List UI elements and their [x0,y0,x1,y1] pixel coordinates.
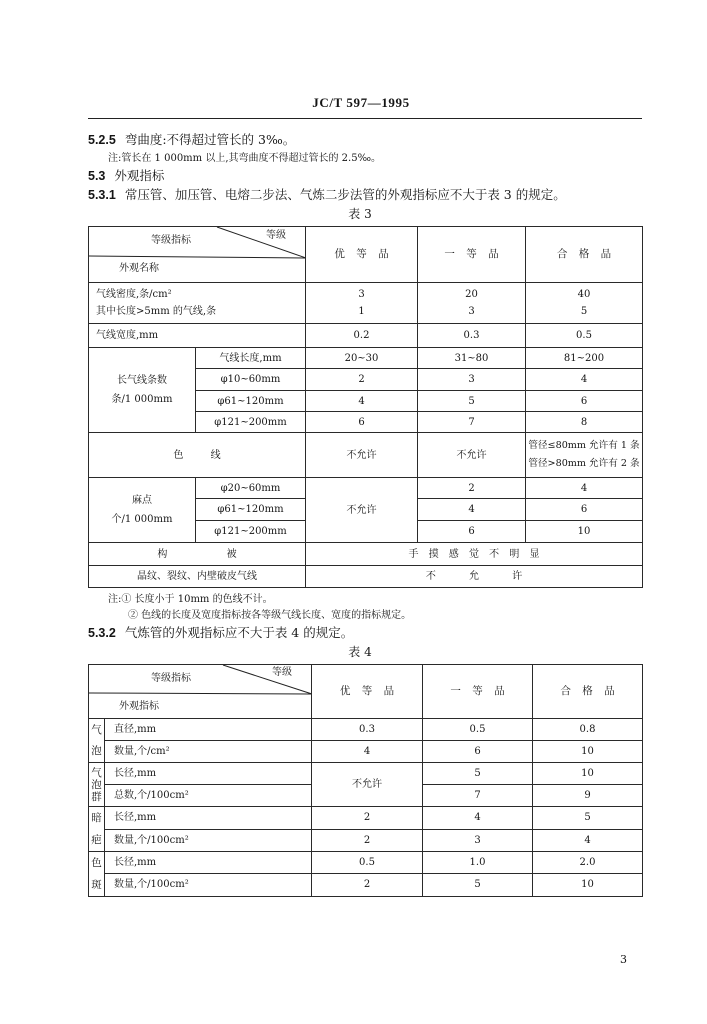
t4-sub-label: 总数,个/100cm² [105,785,312,807]
t3-long-lines-group-label: 长气线条数 [117,375,167,386]
t4-first: 5 [423,873,533,896]
clause-5-3-1 [88,187,566,203]
t3-long-first: 31~80 [418,348,526,369]
t3-header-index-label: 等级指标 [151,235,191,246]
t4-row-bubbles-diameter [89,719,643,741]
t3-row-cracks [89,566,643,588]
t3-density-qualified [526,283,643,324]
t4-premium: 不允许 [312,763,423,807]
t3-row-pits-d20-60 [89,478,643,499]
t4-first: 1.0 [423,852,533,874]
t4-color-spots-group-label: 色斑 [91,857,102,891]
t3-long-premium: 2 [306,369,418,391]
header-rule [88,118,642,119]
t4-row-dark-scars-length [89,807,643,830]
t3-density-sub-label: 其中长度>5mm 的气线,条 [96,306,217,317]
t3-width-premium: 0.2 [306,324,418,348]
table-3-note-2: ② 色线的长度及宽度指标按各等级气线长度、宽度的指标规定。 [128,610,412,621]
t3-long-qualified: 6 [526,391,643,412]
t3-diagonal-header-cell [89,227,306,283]
header-divider-line [89,256,306,258]
t3-row-width [89,324,643,348]
t4-bubble-groups-group-label: 气泡群 [91,766,102,803]
t3-header-qualified: 合 格 品 [526,227,643,283]
t3-density-first [418,283,526,324]
t3-row-long-length [89,348,643,369]
t3-long-lines-group-cell [89,348,196,433]
clause-text: 常压管、加压管、电熔二步法、气炼二步法管的外观指标应不大于表 3 的规定。 [124,187,566,202]
t3-long-first: 3 [418,369,526,391]
t3-width-label: 气线宽度,mm [89,324,306,348]
t4-qualified: 2.0 [533,852,643,874]
t4-sub-label: 数量,个/100cm² [105,873,312,896]
t4-bubbles-group-label: 气泡 [91,723,102,757]
t3-pits-first: 4 [418,499,526,521]
t3-long-qualified: 8 [526,412,643,433]
t4-sub-label: 长径,mm [105,807,312,830]
clause-number: 5.3.2 [88,626,116,640]
t3-density-premium [306,283,418,324]
t4-header-premium: 优 等 品 [312,665,423,719]
t4-qualified: 10 [533,741,643,763]
t3-long-sub-label: φ121~200mm [196,412,306,433]
cell-value: 管径≤80mm 允许有 1 条 [528,440,640,451]
t4-header-row [89,665,643,719]
t3-long-qualified: 4 [526,369,643,391]
t4-diagonal-header-cell [89,665,312,719]
t3-density-label: 气线密度,条/cm² [96,289,172,300]
t4-first: 0.5 [423,719,533,741]
t4-qualified: 10 [533,873,643,896]
t3-long-sub-label: φ61~120mm [196,391,306,412]
t4-diagonal-header [89,665,312,718]
cell-value: 40 [577,289,591,300]
cell-value: 管径>80mm 允许有 2 条 [528,458,640,469]
t3-row-color-line [89,433,643,478]
t4-dark-scars-group-label: 暗疤 [91,812,102,846]
t3-scratch-value: 手 摸 感 觉 不 明 显 [306,543,643,566]
clause-5-3 [88,168,164,184]
t4-premium: 4 [312,741,423,763]
t4-dark-scars-group-cell [89,807,105,852]
t3-long-lines-group-unit: 条/1 000mm [111,394,173,405]
t4-qualified: 5 [533,807,643,830]
t4-header-qualified: 合 格 品 [533,665,643,719]
t4-premium: 2 [312,829,423,852]
t3-color-line-qualified [526,433,643,478]
t3-pits-first: 2 [418,478,526,499]
cell-value: 20 [465,289,478,300]
t3-density-label-cell [89,283,306,324]
t3-color-line-label: 色 线 [89,433,306,478]
table-3-caption: 表 3 [348,207,372,221]
t3-pits-qualified: 10 [526,521,643,543]
t3-header-row [89,227,643,283]
table-4 [88,664,643,897]
t4-bubble-groups-group-cell [89,763,105,807]
t4-header-index-label: 等级指标 [151,673,191,684]
t4-premium: 2 [312,873,423,896]
clause-5-2-5-note: 注:管长在 1 000mm 以上,其弯曲度不得超过管长的 2.5‰。 [108,153,381,164]
t3-pits-sub-label: φ20~60mm [196,478,306,499]
t4-color-spots-group-cell [89,852,105,897]
t4-row-bubbles-count [89,741,643,763]
t3-color-line-premium: 不允许 [306,433,418,478]
t3-color-line-first: 不允许 [418,433,526,478]
clause-number: 5.3 [88,169,106,183]
clause-number: 5.3.1 [88,188,116,202]
cell-value: 5 [580,306,588,317]
t3-header-first: 一 等 品 [418,227,526,283]
t4-first: 5 [423,763,533,785]
t4-sub-label: 直径,mm [105,719,312,741]
t3-header-grade-label: 等级 [266,230,286,241]
t3-long-first: 5 [418,391,526,412]
t3-long-premium: 20~30 [306,348,418,369]
t4-sub-label: 长径,mm [105,852,312,874]
t3-pits-qualified: 4 [526,478,643,499]
header-diagonal-line [223,665,312,694]
t3-pits-premium: 不允许 [306,478,418,543]
t4-qualified: 10 [533,763,643,785]
t3-long-sub-label: 气线长度,mm [196,348,306,369]
t4-qualified: 0.8 [533,719,643,741]
t3-row-density [89,283,643,324]
standard-code-header: JC/T 597—1995 [312,95,410,110]
t4-header-grade-label: 等级 [272,667,292,678]
t4-header-name-label: 外观指标 [119,701,159,712]
clause-text: 弯曲度:不得超过管长的 3‰。 [124,132,296,147]
t4-sub-label: 长径,mm [105,763,312,785]
t4-row-bubble-groups-length [89,763,643,785]
t3-pits-sub-label: φ121~200mm [196,521,306,543]
t4-first: 7 [423,785,533,807]
t4-first: 3 [423,829,533,852]
cell-value: 1 [358,306,365,317]
clause-text: 气炼管的外观指标应不大于表 4 的规定。 [124,625,354,640]
t4-premium: 0.3 [312,719,423,741]
t4-qualified: 4 [533,829,643,852]
t4-row-color-spots-count [89,873,643,896]
clause-5-2-5 [88,132,295,148]
t3-row-scratch [89,543,643,566]
t3-pits-sub-label: φ61~120mm [196,499,306,521]
clause-5-3-2 [88,625,353,641]
t4-header-first: 一 等 品 [423,665,533,719]
t3-width-qualified: 0.5 [526,324,643,348]
header-diagonal-line [217,227,306,258]
t3-pits-qualified: 6 [526,499,643,521]
t3-diagonal-header [89,227,306,282]
t3-header-name-label: 外观名称 [119,263,159,274]
t4-row-color-spots-length [89,852,643,874]
t3-width-first: 0.3 [418,324,526,348]
t3-pits-group-unit: 个/1 000mm [111,514,173,525]
table-3 [88,226,643,588]
t3-scratch-label: 构 被 [89,543,306,566]
cell-value: 3 [468,306,475,317]
header-divider-line [89,693,312,694]
page-number: 3 [620,953,627,966]
t4-sub-label: 数量,个/cm² [105,741,312,763]
t4-bubbles-group-cell [89,719,105,763]
t3-header-premium: 优 等 品 [306,227,418,283]
t4-first: 6 [423,741,533,763]
t3-long-premium: 6 [306,412,418,433]
t3-cracks-label: 晶纹、裂纹、内壁破皮气线 [89,566,306,588]
t3-cracks-value: 不 允 许 [306,566,643,588]
t4-premium: 0.5 [312,852,423,874]
t3-pits-group-cell [89,478,196,543]
t4-sub-label: 数量,个/100cm² [105,829,312,852]
t3-long-premium: 4 [306,391,418,412]
table-4-caption: 表 4 [348,645,372,659]
t3-long-qualified: 81~200 [526,348,643,369]
t4-qualified: 9 [533,785,643,807]
t3-pits-first: 6 [418,521,526,543]
t4-first: 4 [423,807,533,830]
table-3-note-1: 注:① 长度小于 10mm 的色线不计。 [108,594,273,605]
t4-row-dark-scars-count [89,829,643,852]
clause-number: 5.2.5 [88,133,116,147]
t4-premium: 2 [312,807,423,830]
clause-text: 外观指标 [114,168,165,183]
cell-value: 3 [358,289,365,300]
t3-long-sub-label: φ10~60mm [196,369,306,391]
t3-long-first: 7 [418,412,526,433]
t3-pits-group-label: 麻点 [132,495,152,506]
